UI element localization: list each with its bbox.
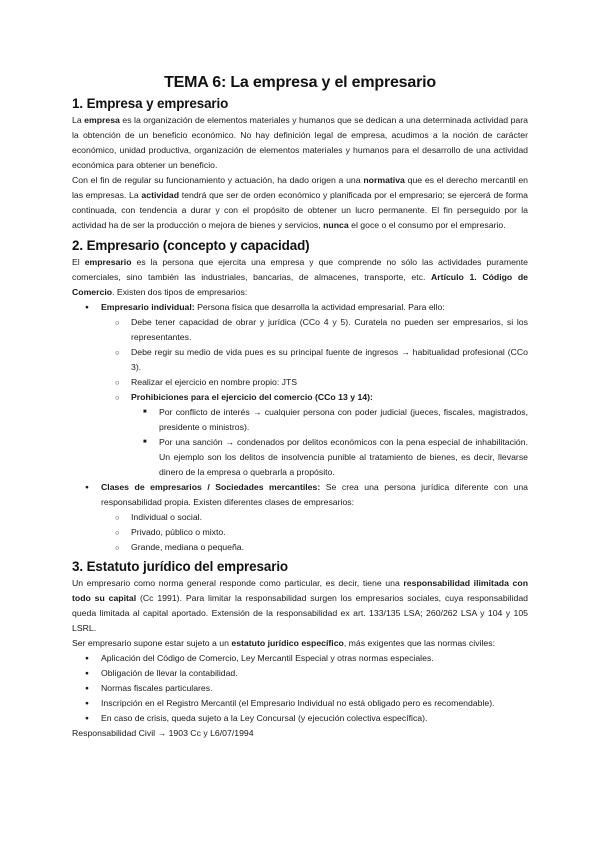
section-1-paragraph-2: Con el fin de regular su funcionamiento y actuación, ha dado origen a una normativa que es el derecho mercantil en las empresas. La actividad tendrá que ser de orden económico y planificada por el empresario; se ejercerá de forma continuada, con tendencia a durar y con el propósito de obtener un lucro permanente. El fin perseguido por la actividad ha de ser la producción o mejora de bienes y servicios, nunca el goce o el consumo por el empresario. [72,175,528,230]
list-item: ○ Grande, mediana o pequeña. [72,540,528,555]
list-item: ○ Individual o social. [72,510,528,525]
list-item: ● Normas fiscales particulares. [72,681,528,696]
footer-note: Responsabilidad Civil → 1903 Cc y L6/07/1994 [72,728,254,738]
list-item-clases-empresarios: ● Clases de empresarios / Sociedades mercantiles: Se crea una persona jurídica diferente con una responsabilidad propia. Existen diferentes clases de empresarios: [72,480,528,510]
list-item: ● Aplicación del Código de Comercio, Ley Mercantil Especial y otras normas especiales. [72,651,528,666]
document-page [72,74,528,741]
section-1-paragraph-1: La empresa es la organización de elementos materiales y humanos que se dedican a una determinada actividad para la obtención de un beneficio económico. No hay definición legal de empresa, acudimos a la noción de carácter económico, unidad productiva, organización de elementos materiales y humanos para el desarrollo de una actividad económica para obtener un beneficio. [72,115,528,170]
list-item: ○ Realizar el ejercicio en nombre propio: JTS [72,375,528,390]
clases-items-list [72,510,528,555]
document-title: TEMA 6: La empresa y el empresario [164,74,436,91]
section-3-heading: 3. Estatuto jurídico del empresario [72,559,289,574]
list-item: ○ Privado, público o mixto. [72,525,528,540]
individual-requirements-list [72,315,528,405]
list-item: ■ Por una sanción → condenados por delitos económicos con la pena especial de inhabilitación. Un ejemplo son los delitos de insolvencia punible al tratamiento de bienes, es decir, llevarse dinero de la empresa o quebrarla a propósito. [72,435,528,480]
section-2-heading: 2. Empresario (concepto y capacidad) [72,238,310,253]
list-item: ● Obligación de llevar la contabilidad. [72,666,528,681]
section-2-paragraph-1: El empresario es la persona que ejercita una empresa y que comprende no sólo las actividades puramente comerciales, sino también las industriales, bancarias, de almacenes, transporte, etc. Artículo 1. Código de Comercio. Existen dos tipos de empresarios: [72,257,529,297]
estatuto-list [72,651,528,726]
clases-list [72,480,528,510]
list-item-empresario-individual: ● Empresario individual: Persona física que desarrolla la actividad empresarial. Para ello: [72,300,528,315]
list-item: ○ Debe tener capacidad de obrar y jurídica (CCo 4 y 5). Curatela no pueden ser empresarios, si los representantes. [72,315,528,345]
section-3-paragraph-1: Un empresario como norma general responde como particular, es decir, tiene una responsabilidad ilimitada con todo su capital (Cc 1991). Para limitar la responsabilidad surgen los empresarios sociales, cuya responsabilidad queda limitada al capital aportado. Extensión de la responsabilidad ex art. 133/135 LSA; 260/262 LSA y 104 y 105 LSRL. [72,578,528,633]
empresario-types-list [72,300,528,315]
section-1-heading: 1. Empresa y empresario [72,96,229,111]
list-item: ● En caso de crisis, queda sujeto a la Ley Concursal (y ejecución colectiva específica). [72,711,528,726]
prohibiciones-list [72,405,528,480]
list-item: ● Inscripción en el Registro Mercantil (el Empresario Individual no está obligado pero es recomendable). [72,696,528,711]
section-3-paragraph-2: Ser empresario supone estar sujeto a un estatuto jurídico específico, más exigentes que las normas civiles: [72,638,495,648]
list-item: ■ Por conflicto de interés → cualquier persona con poder judicial (jueces, fiscales, magistrados, presidente o ministros). [72,405,528,435]
list-item-prohibiciones: ○ Prohibiciones para el ejercicio del comercio (CCo 13 y 14): [72,390,528,405]
list-item: ○ Debe regir su medio de vida pues es su principal fuente de ingresos → habitualidad profesional (CCo 3). [72,345,528,375]
